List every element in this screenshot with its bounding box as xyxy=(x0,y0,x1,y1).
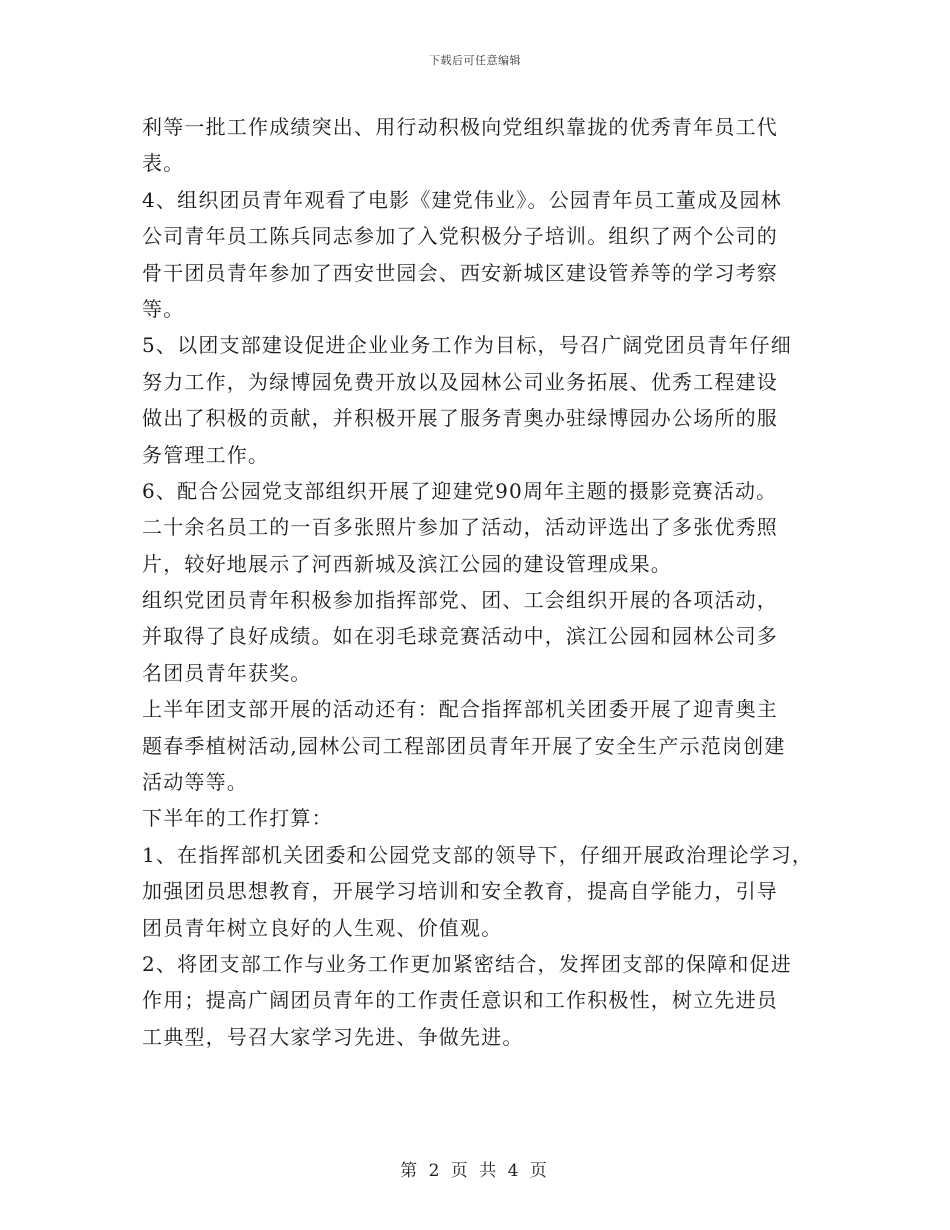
text-line: 片，较好地展示了河西新城及滨江公园的建设管理成果。 xyxy=(142,551,672,576)
page-header: 下载后可任意编辑 xyxy=(429,54,521,67)
text-line: 6、配合公园党支部组织开展了迎建党90周年主题的摄影竞赛活动。 xyxy=(142,478,778,503)
text-line: 1、在指挥部机关团委和公园党支部的领导下，仔细开展政治理论学习， xyxy=(142,842,814,867)
text-line: 骨干团员青年参加了西安世园会、西安新城区建设管养等的学习考察 xyxy=(142,260,778,285)
text-line: 努力工作，为绿博园免费开放以及园林公司业务拓展、优秀工程建设 xyxy=(142,369,778,394)
text-line: 作用；提高广阔团员青年的工作责任意识和工作积极性，树立先进员 xyxy=(142,988,778,1013)
text-line: 题春季植树活动,园林公司工程部团员青年开展了安全生产示范岗创建 xyxy=(142,733,786,758)
page-number: 第 2 页 共 4 页 xyxy=(400,1161,550,1181)
text-line: 2、将团支部工作与业务工作更加紧密结合，发挥团支部的保障和促进 xyxy=(142,951,792,976)
text-line: 二十余名员工的一百多张照片参加了活动，活动评选出了多张优秀照 xyxy=(142,515,778,540)
text-line: 工典型，号召大家学习先进、争做先进。 xyxy=(142,1024,524,1049)
text-line: 公司青年员工陈兵同志参加了入党积极分子培训。组织了两个公司的 xyxy=(142,224,778,249)
text-line: 利等一批工作成绩突出、用行动积极向党组织靠拢的优秀青年员工代 xyxy=(142,115,778,139)
text-line: 4、组织团员青年观看了电影《建党伟业》。公园青年员工董成及园林 xyxy=(142,187,782,212)
text-line: 表。 xyxy=(142,151,185,176)
document-body xyxy=(142,109,842,1055)
text-line: 活动等等。 xyxy=(142,770,248,795)
text-line: 等。 xyxy=(142,296,185,321)
text-line: 团员青年树立良好的人生观、价值观。 xyxy=(142,915,503,940)
text-line: 组织党团员青年积极参加指挥部党、团、工会组织开展的各项活动， xyxy=(142,588,778,613)
text-line: 务管理工作。 xyxy=(142,442,270,467)
text-line: 5、以团支部建设促进企业业务工作为目标，号召广阔党团员青年仔细 xyxy=(142,333,792,358)
text-line: 下半年的工作打算： xyxy=(142,806,333,831)
text-line: 并取得了良好成绩。如在羽毛球竞赛活动中，滨江公园和园林公司多 xyxy=(142,624,778,649)
text-line: 名团员青年获奖。 xyxy=(142,660,312,685)
text-line: 上半年团支部开展的活动还有：配合指挥部机关团委开展了迎青奥主 xyxy=(142,697,778,722)
text-line: 做出了积极的贡献，并积极开展了服务青奥办驻绿博园办公场所的服 xyxy=(142,406,778,431)
text-line: 加强团员思想教育，开展学习培训和安全教育，提高自学能力，引导 xyxy=(142,879,778,904)
